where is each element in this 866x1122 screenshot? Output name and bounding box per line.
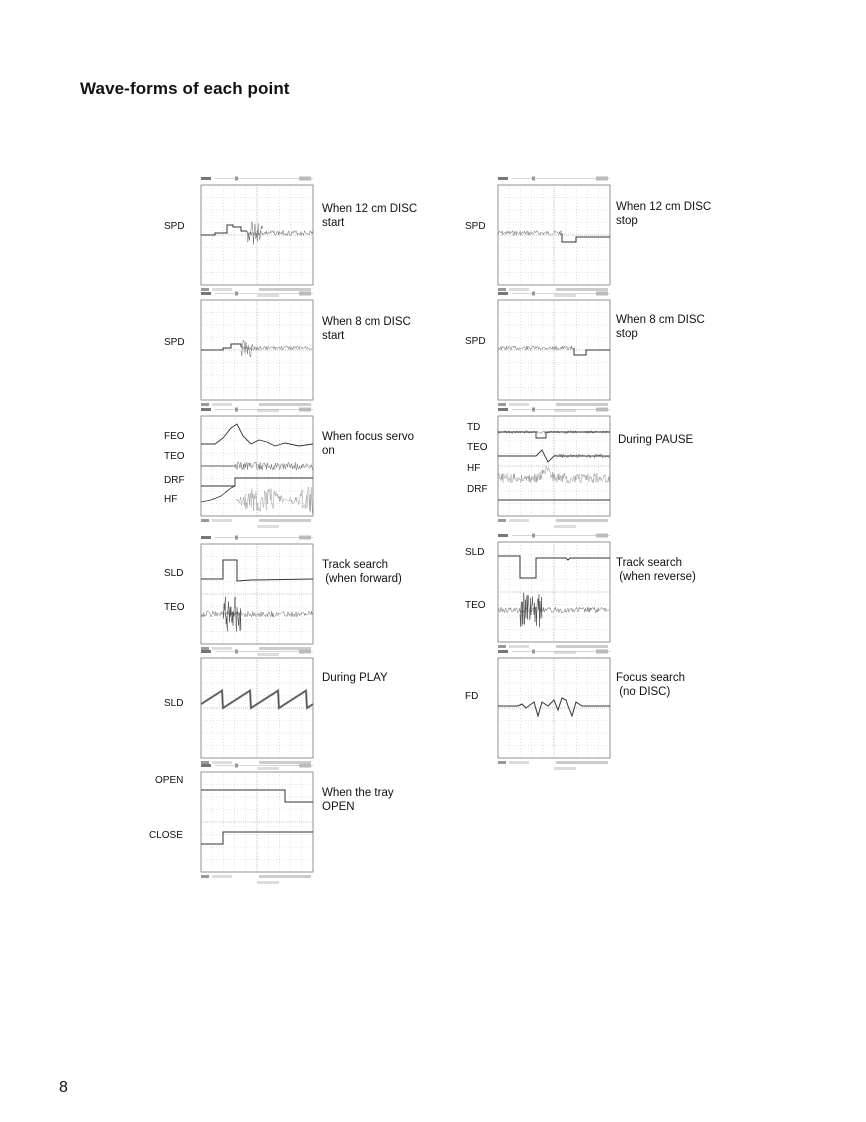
signal-label-drf: DRF <box>164 475 185 486</box>
signal-label-spd: SPD <box>465 336 486 347</box>
signal-label-fd: FD <box>465 691 479 702</box>
page-number: 8 <box>59 1079 68 1096</box>
scope-8cm-start <box>197 290 319 418</box>
scope-play <box>197 648 319 776</box>
scope-focus-servo-on <box>197 406 319 534</box>
signal-label-teo: TEO <box>465 600 486 611</box>
signal-label-td: TD <box>467 422 481 433</box>
signal-label-teo: TEO <box>164 451 185 462</box>
signal-label-open: OPEN <box>155 775 184 786</box>
signal-label-spd: SPD <box>164 221 185 232</box>
signal-label-drf: DRF <box>467 484 488 495</box>
signal-label-teo: TEO <box>164 602 185 613</box>
caption-track-reverse: Track search (when reverse) <box>616 557 696 583</box>
signal-label-spd: SPD <box>164 337 185 348</box>
caption-8cm-start: When 8 cm DISC start <box>322 316 411 342</box>
scope-focus-search <box>494 648 616 776</box>
caption-tray-open: When the tray OPEN <box>322 787 394 813</box>
caption-12cm-stop: When 12 cm DISC stop <box>616 201 712 227</box>
scope-tray-open <box>197 762 319 890</box>
caption-track-forward: Track search (when forward) <box>322 559 402 585</box>
scope-12cm-start <box>197 175 319 303</box>
scope-12cm-stop <box>494 175 616 303</box>
scope-track-forward <box>197 534 319 662</box>
scope-8cm-stop <box>494 290 616 418</box>
caption-12cm-start: When 12 cm DISC start <box>322 203 418 229</box>
signal-label-close: CLOSE <box>149 830 183 841</box>
caption-focus-servo-on: When focus servo on <box>322 431 415 457</box>
signal-label-sld: SLD <box>164 698 184 709</box>
signal-label-sld: SLD <box>164 568 184 579</box>
caption-focus-search: Focus search (no DISC) <box>616 672 686 698</box>
caption-play: During PLAY <box>322 672 388 684</box>
scope-pause <box>494 406 616 534</box>
signal-label-sld: SLD <box>465 547 485 558</box>
scope-track-reverse <box>494 532 616 660</box>
signal-label-teo: TEO <box>467 442 488 453</box>
caption-8cm-stop: When 8 cm DISC stop <box>616 314 705 340</box>
caption-pause: During PAUSE <box>618 434 694 446</box>
signal-label-feo: FEO <box>164 431 185 442</box>
page-title: Wave-forms of each point <box>80 79 290 98</box>
signal-label-spd: SPD <box>465 221 486 232</box>
signal-label-hf: HF <box>164 494 178 505</box>
signal-label-hf: HF <box>467 463 481 474</box>
